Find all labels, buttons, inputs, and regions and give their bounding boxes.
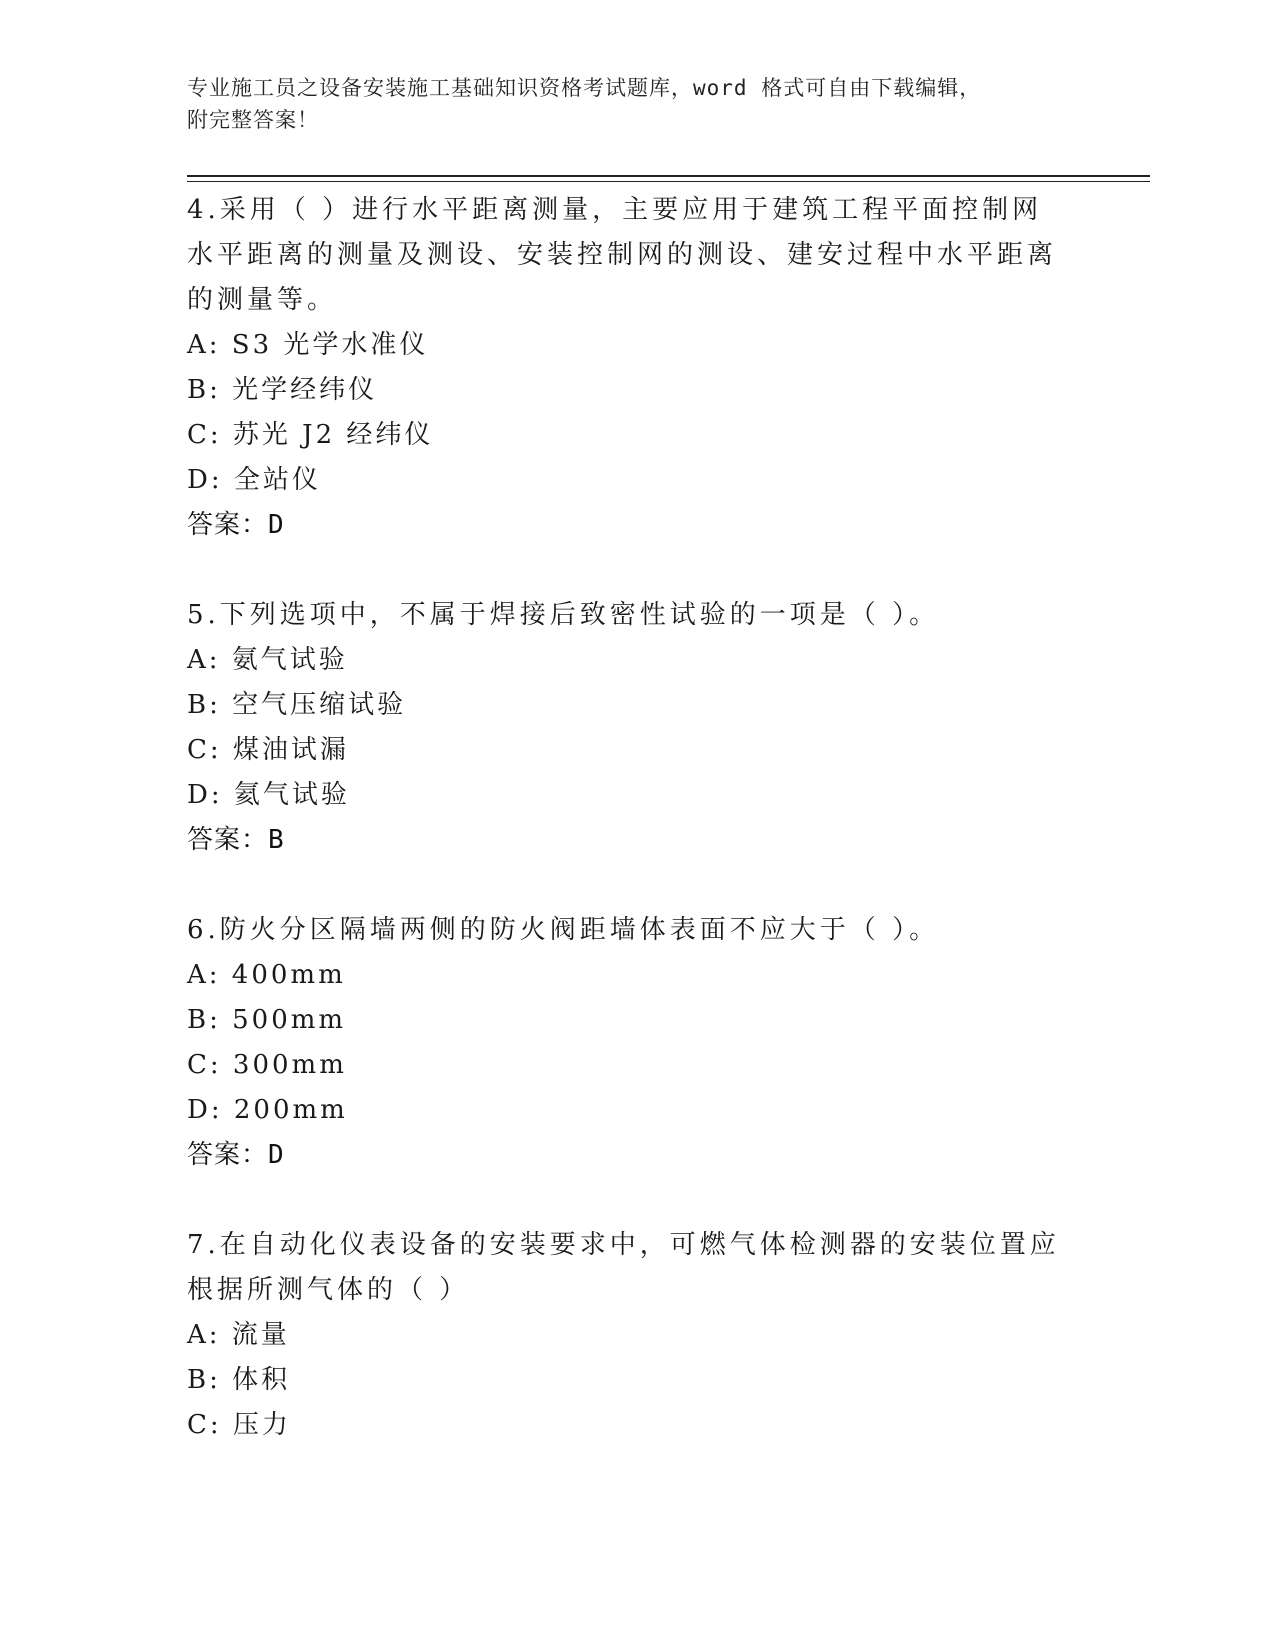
question-list (187, 188, 1087, 1493)
option-a: A: 流量 (187, 1320, 290, 1350)
question-stem: 5.下列选项中，不属于焊接后致密性试验的一项是（ ）。 (187, 600, 940, 630)
option-a: A: S3 光学水准仪 (187, 330, 429, 360)
option-d: D: 200mm (187, 1095, 348, 1125)
option-c: C: 煤油试漏 (187, 735, 349, 765)
option-d: D: 全站仪 (187, 465, 321, 495)
question-6 (187, 908, 1087, 1178)
option-b: B: 体积 (187, 1365, 291, 1395)
header-divider-thin (187, 181, 1150, 182)
answer: 答案：D (187, 510, 285, 540)
header-divider-thick (187, 175, 1150, 177)
answer: 答案：D (187, 1140, 285, 1170)
question-7 (187, 1223, 1087, 1448)
option-a: A: 氨气试验 (187, 645, 348, 675)
option-b: B: 500mm (187, 1005, 347, 1035)
document-header (187, 72, 1067, 136)
option-a: A: 400mm (187, 960, 346, 990)
question-4 (187, 188, 1087, 548)
question-stem: 7.在自动化仪表设备的安装要求中，可燃气体检测器的安装位置应根据所测气体的（ ） (187, 1230, 1060, 1305)
option-c: C: 苏光 J2 经纬仪 (187, 420, 434, 450)
option-c: C: 300mm (187, 1050, 347, 1080)
option-b: B: 空气压缩试验 (187, 690, 407, 720)
header-line-2: 附完整答案！ (187, 108, 319, 132)
option-b: B: 光学经纬仪 (187, 375, 378, 405)
option-d: D: 氦气试验 (187, 780, 350, 810)
question-stem: 4.采用（ ）进行水平距离测量，主要应用于建筑工程平面控制网水平距离的测量及测设、安装控制网的测设、建安过程中水平距离的测量等。 (187, 195, 1058, 315)
header-line-1: 专业施工员之设备安装施工基础知识资格考试题库，word 格式可自由下载编辑， (187, 76, 982, 100)
question-5 (187, 593, 1087, 863)
answer: 答案：B (187, 825, 285, 855)
option-c: C: 压力 (187, 1410, 291, 1440)
question-stem: 6.防火分区隔墙两侧的防火阀距墙体表面不应大于（ ）。 (187, 915, 940, 945)
